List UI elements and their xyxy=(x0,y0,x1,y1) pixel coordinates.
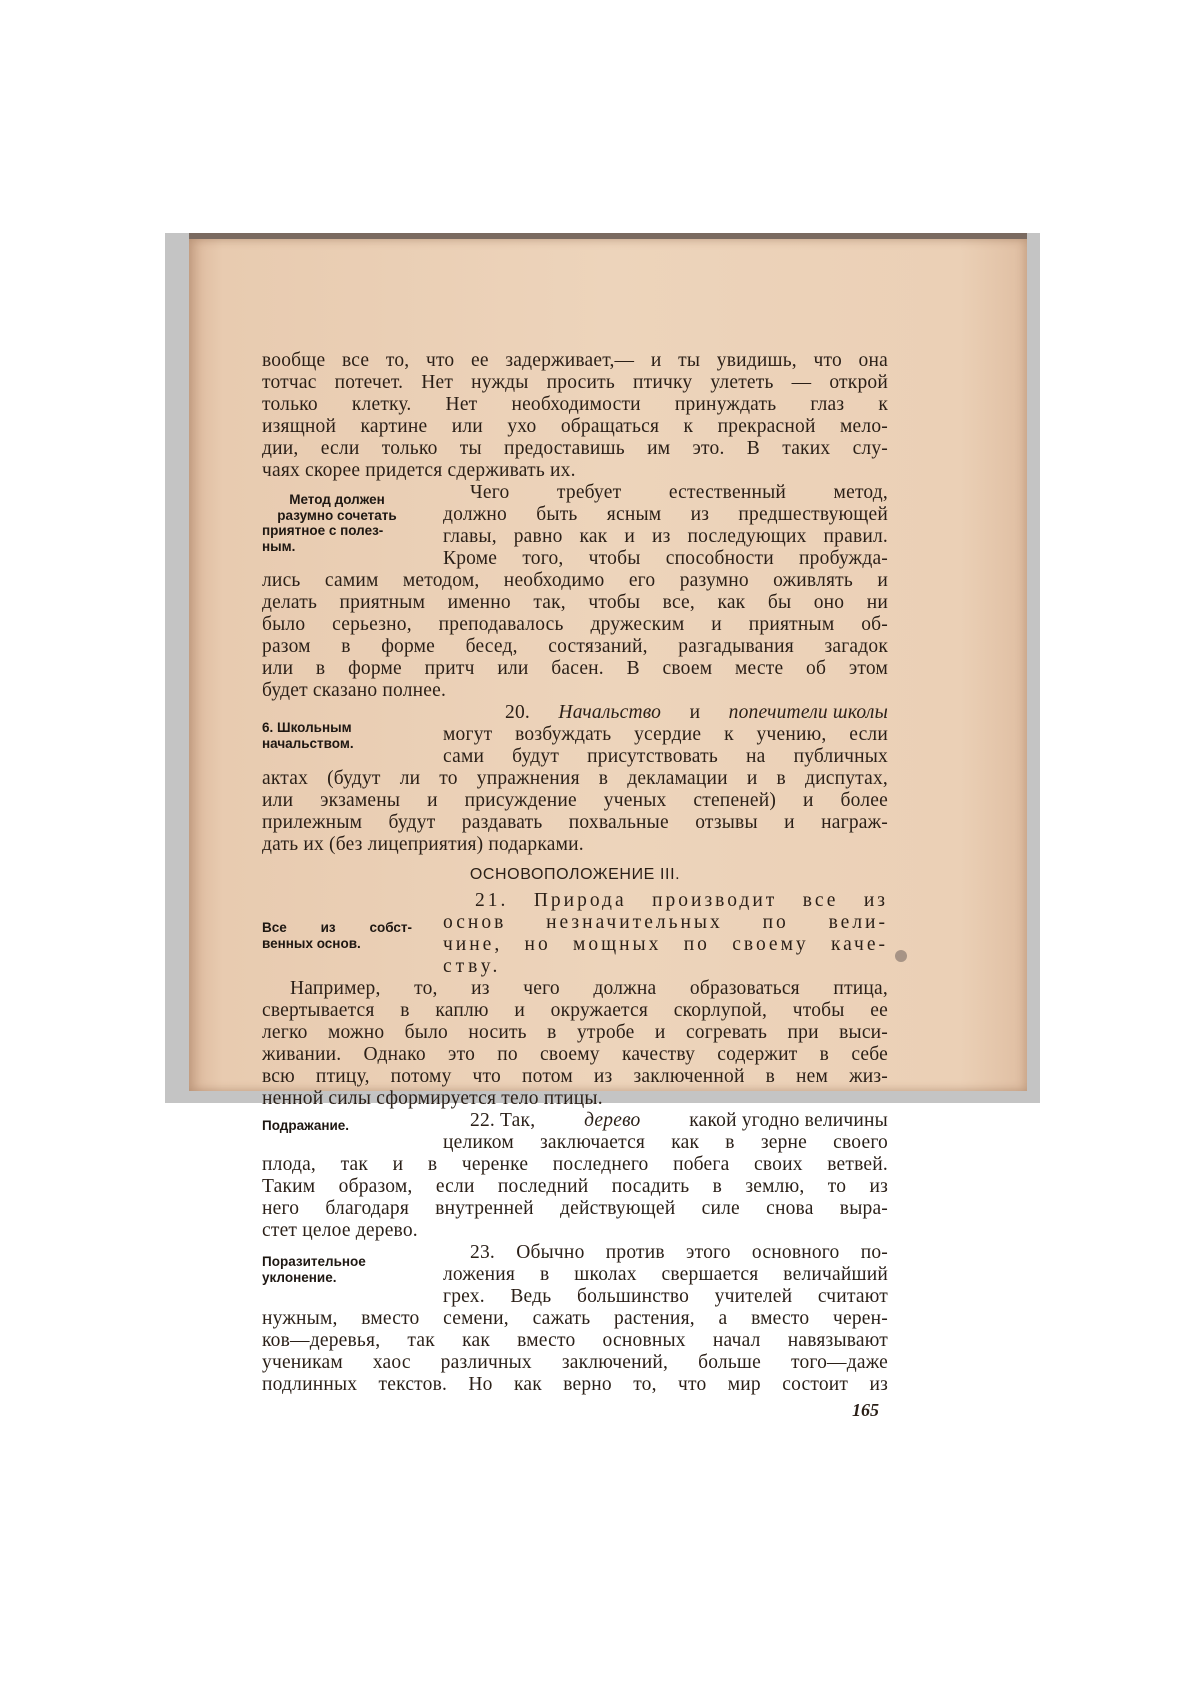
text-line: 21. Природа производит все из xyxy=(475,890,888,911)
paragraph-20-start xyxy=(505,702,888,724)
text-line: ков—деревья, так как вместо основных начал навязывают xyxy=(262,1330,888,1351)
text-line: чине, но мощных по своему каче- xyxy=(443,934,888,955)
paper-spot xyxy=(895,950,907,962)
text-line: главы, равно как и из последующих правил. xyxy=(443,526,888,547)
text-line: дать их (без лицеприятия) подарками. xyxy=(262,834,584,855)
text-line: нужным, вместо семени, сажать растения, а вместо черен- xyxy=(262,1308,888,1329)
text-line: разом в форме бесед, состязаний, разгадывания загадок xyxy=(262,636,888,657)
marginal-note-imitation: Подражание. xyxy=(262,1118,350,1133)
text-line: изящной картине или ухо обращаться к прекрасной мело- xyxy=(262,416,888,437)
text-line: стет целое дерево. xyxy=(262,1220,418,1241)
emphasis-text: дерево xyxy=(584,1110,641,1131)
text-line: целиком заключается как в зерне своего xyxy=(443,1132,888,1153)
text-line: плода, так и в черенке последнего побега своих ветвей. xyxy=(262,1154,888,1175)
text-line: ненной силы сформируется тело птицы. xyxy=(262,1088,603,1109)
emphasis-text: Начальство xyxy=(558,702,662,723)
marginal-note-deviation: Поразительное уклонение. xyxy=(262,1254,366,1285)
marginal-note-method: Метод должен разумно сочетать приятное с полез- ным. xyxy=(262,492,397,554)
text-word: и xyxy=(689,702,701,723)
text-line: делать приятным именно так, чтобы все, как бы оно ни xyxy=(262,592,888,613)
emphasis-text: попечители школы xyxy=(728,702,888,723)
text-line: или в форме притч или басен. В своем месте об этом xyxy=(262,658,888,679)
text-line: 23. Обычно против этого основного по- xyxy=(470,1242,888,1263)
text-line: или экзамены и присуждение ученых степеней) и более xyxy=(262,790,888,811)
text-line: Чего требует естественный метод, xyxy=(470,482,888,503)
text-line: вообще все то, что ее задерживает,— и ты увидишь, что она xyxy=(262,350,888,371)
marginal-note-from-foundations: Все из собст- венных основ. xyxy=(262,920,412,951)
text-line: свертывается в каплю и окружается скорлупой, чтобы ее xyxy=(262,1000,888,1021)
text-line: легко можно было носить в утробе и согревать при выси- xyxy=(262,1022,888,1043)
text-line: должно быть ясным из предшествующей xyxy=(443,504,888,525)
paragraph-number: 20. xyxy=(505,702,530,723)
text-word: 22. Так, xyxy=(470,1110,536,1131)
text-line: Например, то, из чего должна образоваться птица, xyxy=(290,978,888,999)
text-word: какой угодно величины xyxy=(689,1110,888,1131)
text-line: сами будут присутствовать на публичных xyxy=(443,746,888,767)
section-heading: ОСНОВОПОЛОЖЕНИЕ III. xyxy=(469,866,681,883)
text-line: живании. Однако это по своему качеству содержит в себе xyxy=(262,1044,888,1065)
text-line: было серьезно, преподавалось дружеским и приятным об- xyxy=(262,614,888,635)
text-line: только клетку. Нет необходимости принуждать глаз к xyxy=(262,394,888,415)
text-line: ученикам хаос различных заключений, больше того—даже xyxy=(262,1352,888,1373)
text-line: ложения в школах свершается величайший xyxy=(443,1264,888,1285)
text-line: актах (будут ли то упражнения в декламации и в диспутах, xyxy=(262,768,888,789)
text-line: могут возбуждать усердие к учению, если xyxy=(443,724,888,745)
marginal-note-school-authorities: 6. Школьным начальством. xyxy=(262,720,354,751)
page-number: 165 xyxy=(852,1400,879,1420)
text-line: грех. Ведь большинство учителей считают xyxy=(443,1286,888,1307)
text-line: Кроме того, чтобы способности пробужда- xyxy=(443,548,888,569)
text-line: лись самим методом, необходимо его разумно оживлять и xyxy=(262,570,888,591)
text-line: всю птицу, потому что потом из заключенной в нем жиз- xyxy=(262,1066,888,1087)
text-line: тотчас потечет. Нет нужды просить птичку улететь — открой xyxy=(262,372,888,393)
text-line: прилежным будут раздавать похвальные отзывы и награж- xyxy=(262,812,888,833)
text-line: будет сказано полнее. xyxy=(262,680,447,701)
text-line: чаях скорее придется сдерживать их. xyxy=(262,460,576,481)
text-line: ству. xyxy=(443,956,502,977)
text-line: Таким образом, если последний посадить в землю, то из xyxy=(262,1176,888,1197)
text-line: основ незначительных по вели- xyxy=(443,912,888,933)
text-line: подлинных текстов. Но как верно то, что мир состоит из xyxy=(262,1374,888,1395)
text-line: дии, если только ты предоставишь им это. В таких слу- xyxy=(262,438,888,459)
paragraph-22-start xyxy=(470,1110,888,1132)
text-line: него благодаря внутренней действующей силе снова выра- xyxy=(262,1198,888,1219)
